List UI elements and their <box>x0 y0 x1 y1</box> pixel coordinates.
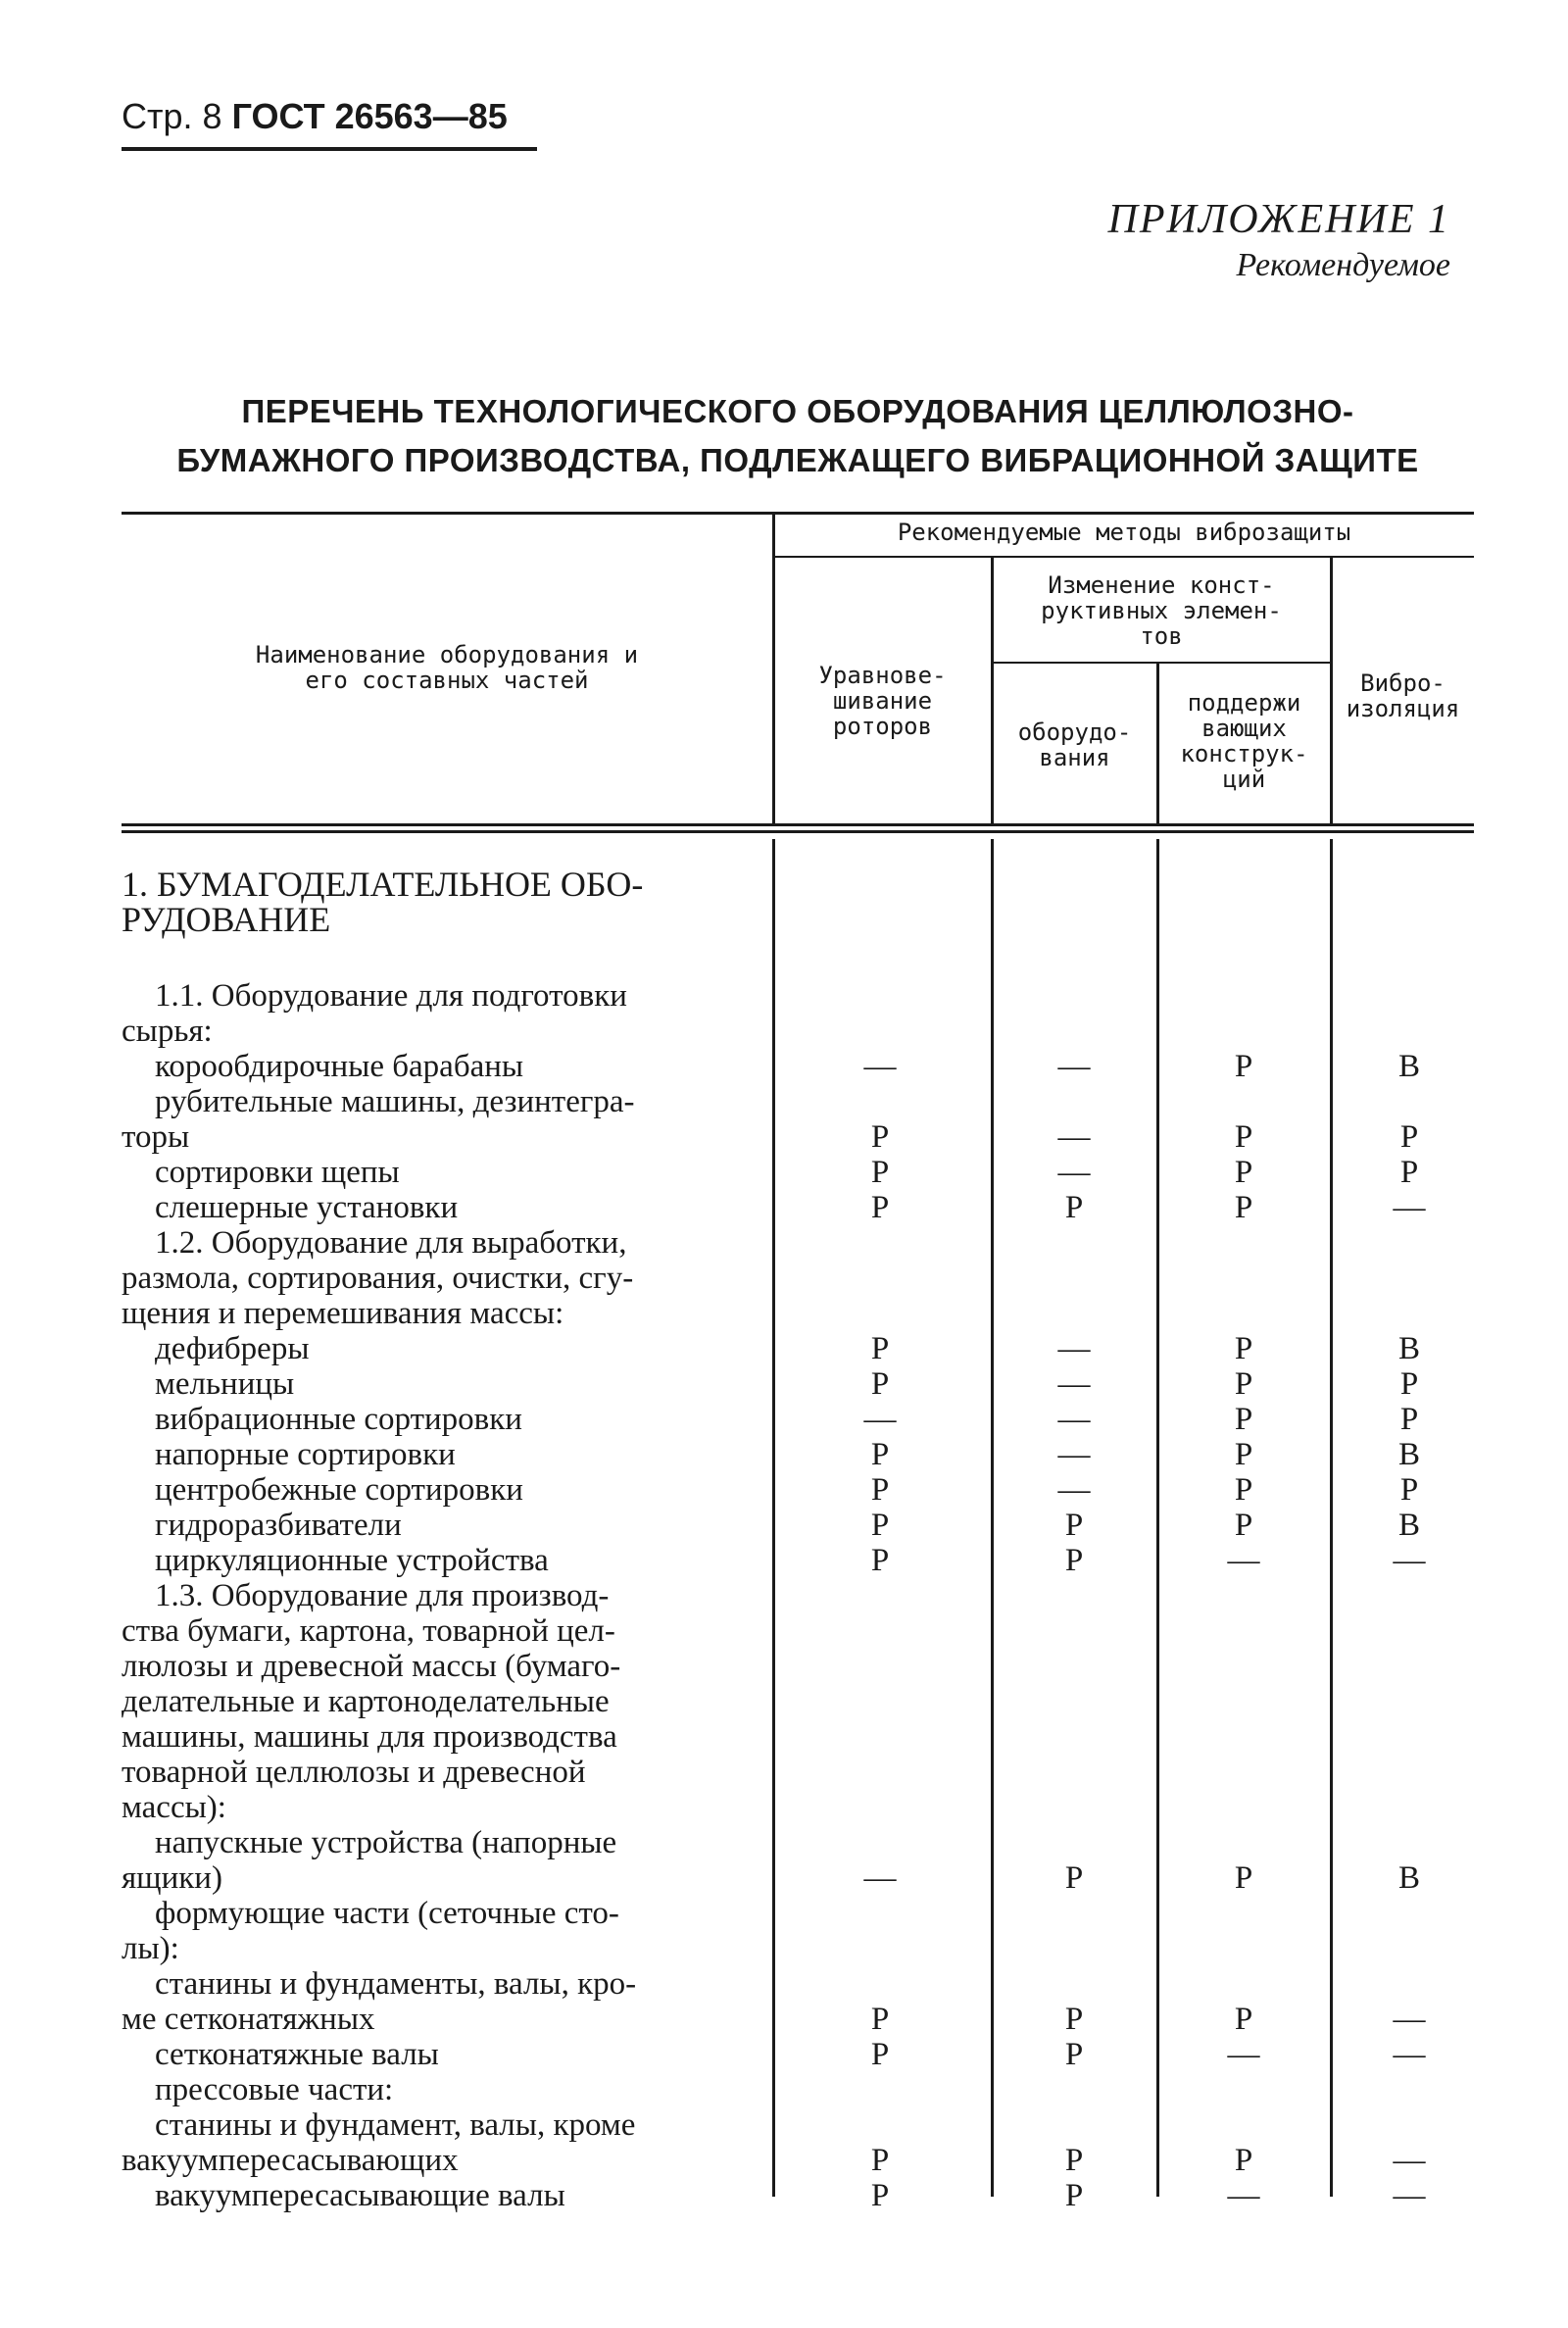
table-row <box>0 1719 1568 1755</box>
header-name: Наименование оборудования и его составных частей <box>255 641 639 694</box>
cell-isolation: — <box>1393 2143 1426 2178</box>
cell-balance: Р <box>870 1472 890 1508</box>
table-row <box>0 1931 1568 1966</box>
row-label: станины и фундамент, валы, кроме <box>155 2107 636 2143</box>
title-line-1: ПЕРЕЧЕНЬ ТЕХНОЛОГИЧЕСКОГО ОБОРУДОВАНИЯ ЦЕЛЛЮЛОЗНО- <box>241 393 1354 429</box>
row-label: щения и перемешивания массы: <box>122 1296 564 1331</box>
cell-isolation: — <box>1393 1190 1426 1225</box>
cell-balance: Р <box>870 1155 890 1190</box>
row-label: товарной целлюлозы и древесной <box>122 1755 586 1790</box>
cell-balance: Р <box>870 2178 890 2213</box>
table-row <box>0 1014 1568 1049</box>
table-top-rule <box>122 512 1474 515</box>
cell-equipment: — <box>1057 1402 1091 1437</box>
table-row <box>0 2037 1568 2072</box>
table-row <box>0 1649 1568 1684</box>
cell-equipment: — <box>1057 1366 1091 1402</box>
cell-isolation: В <box>1397 1331 1420 1366</box>
header-bottom-rule-2 <box>122 830 1474 833</box>
cell-balance: — <box>863 1402 897 1437</box>
cell-balance: Р <box>870 1366 890 1402</box>
row-label: 1.3. Оборудование для производ- <box>155 1578 610 1613</box>
header-supports: поддержи вающих конструк- ций <box>1180 689 1308 793</box>
table-row <box>0 1190 1568 1225</box>
table-row <box>0 943 1568 978</box>
header-equipment: оборудо- вания <box>1017 718 1132 771</box>
table-row <box>0 1119 1568 1155</box>
cell-supports: Р <box>1234 1119 1253 1155</box>
row-label: РУДОВАНИЕ <box>122 900 331 939</box>
row-label: делательные и картоноделательные <box>122 1684 610 1719</box>
appendix-block <box>1108 196 1450 284</box>
row-label: торы <box>122 1119 190 1155</box>
row-label: массы): <box>122 1790 226 1825</box>
header-bottom-rule-1 <box>122 823 1474 826</box>
row-label: сетконатяжные валы <box>155 2037 439 2072</box>
table-row <box>0 2107 1568 2143</box>
row-label: размола, сортирования, очистки, сгу- <box>122 1261 634 1296</box>
cell-supports: Р <box>1234 1472 1253 1508</box>
row-label: ящики) <box>122 1860 222 1896</box>
appendix-status: Рекомендуемое <box>1236 247 1450 283</box>
cell-isolation: — <box>1393 2037 1426 2072</box>
cell-supports: Р <box>1234 2002 1253 2037</box>
cell-equipment: Р <box>1064 2178 1084 2213</box>
row-label: напускные устройства (напорные <box>155 1825 617 1860</box>
cell-isolation: — <box>1393 2178 1426 2213</box>
cell-equipment: — <box>1057 1155 1091 1190</box>
cell-supports: Р <box>1234 1190 1253 1225</box>
cell-supports: Р <box>1234 1366 1253 1402</box>
row-label: ства бумаги, картона, товарной цел- <box>122 1613 615 1649</box>
row-label: вибрационные сортировки <box>155 1402 522 1437</box>
change-underline <box>993 662 1332 664</box>
cell-supports: Р <box>1234 1331 1253 1366</box>
table-row <box>0 1966 1568 2002</box>
cell-equipment: Р <box>1064 1190 1084 1225</box>
row-label: циркуляционные устройства <box>155 1543 549 1578</box>
cell-isolation: Р <box>1399 1119 1419 1155</box>
cell-isolation: Р <box>1399 1472 1419 1508</box>
table-row <box>0 1402 1568 1437</box>
table-row <box>0 1543 1568 1578</box>
cell-isolation: В <box>1397 1508 1420 1543</box>
doc-code: ГОСТ 26563—85 <box>231 96 508 136</box>
cell-isolation: В <box>1397 1049 1420 1084</box>
cell-supports: Р <box>1234 1860 1253 1896</box>
row-label: вакуумпересасывающие валы <box>155 2178 565 2213</box>
cell-balance: — <box>863 1049 897 1084</box>
table-row <box>0 1508 1568 1543</box>
table-row <box>0 1155 1568 1190</box>
cell-supports: Р <box>1234 2143 1253 2178</box>
cell-supports: Р <box>1234 1155 1253 1190</box>
cell-equipment: Р <box>1064 2143 1084 2178</box>
table-row <box>0 1755 1568 1790</box>
cell-equipment: Р <box>1064 1860 1084 1896</box>
cell-isolation: В <box>1397 1860 1420 1896</box>
table-row <box>0 1437 1568 1472</box>
row-label: сортировки щепы <box>155 1155 400 1190</box>
cell-balance: — <box>863 1860 897 1896</box>
title-line-2: БУМАЖНОГО ПРОИЗВОДСТВА, ПОДЛЕЖАЩЕГО ВИБРАЦИОННОЙ ЗАЩИТЕ <box>176 442 1419 478</box>
header-isolation: Вибро- изоляция <box>1346 669 1460 722</box>
table-row <box>0 1825 1568 1860</box>
header-balance: Уравнове- шивание роторов <box>818 662 947 740</box>
appendix-number: ПРИЛОЖЕНИЕ 1 <box>1107 197 1450 242</box>
table-row <box>0 1084 1568 1119</box>
table-row <box>0 2178 1568 2213</box>
table-row <box>0 1366 1568 1402</box>
row-label: сырья: <box>122 1014 213 1049</box>
table-row <box>0 902 1568 937</box>
table-row <box>0 1225 1568 1261</box>
cell-equipment: — <box>1057 1331 1091 1366</box>
table-row <box>0 1261 1568 1296</box>
cell-balance: Р <box>870 2002 890 2037</box>
row-label: дефибреры <box>155 1331 310 1366</box>
cell-balance: Р <box>870 1190 890 1225</box>
row-label: напорные сортировки <box>155 1437 456 1472</box>
cell-equipment: Р <box>1064 1543 1084 1578</box>
page-header <box>122 96 508 137</box>
cell-isolation: В <box>1397 1437 1420 1472</box>
cell-equipment: — <box>1057 1437 1091 1472</box>
table-row <box>0 1049 1568 1084</box>
table-row <box>0 1296 1568 1331</box>
row-label: слешерные установки <box>155 1190 459 1225</box>
header-change: Изменение конст- руктивных элемен- тов <box>1041 571 1282 650</box>
header-group: Рекомендуемые методы виброзащиты <box>897 519 1351 546</box>
table-row <box>0 978 1568 1014</box>
cell-equipment: Р <box>1064 2002 1084 2037</box>
cell-supports: — <box>1227 1543 1260 1578</box>
table-row <box>0 2143 1568 2178</box>
row-label: формующие части (сеточные сто- <box>155 1896 619 1931</box>
cell-isolation: — <box>1393 1543 1426 1578</box>
table-row <box>0 1896 1568 1931</box>
row-label: станины и фундаменты, валы, кро- <box>155 1966 637 2002</box>
table-row <box>0 867 1568 902</box>
table-row <box>0 1472 1568 1508</box>
cell-supports: Р <box>1234 1508 1253 1543</box>
cell-supports: Р <box>1234 1437 1253 1472</box>
row-label: корообдирочные барабаны <box>155 1049 524 1084</box>
row-label: 1. БУМАГОДЕЛАТЕЛЬНОЕ ОБО- <box>122 865 644 904</box>
cell-supports: — <box>1227 2178 1260 2213</box>
cell-supports: — <box>1227 2037 1260 2072</box>
table-row <box>0 1684 1568 1719</box>
row-label: лы): <box>122 1931 179 1966</box>
table-row <box>0 2072 1568 2107</box>
cell-balance: Р <box>870 1543 890 1578</box>
row-label: прессовые части: <box>155 2072 394 2107</box>
group-underline <box>774 556 1474 558</box>
row-label: рубительные машины, дезинтегра- <box>155 1084 635 1119</box>
cell-balance: Р <box>870 2037 890 2072</box>
cell-equipment: — <box>1057 1049 1091 1084</box>
cell-balance: Р <box>870 2143 890 2178</box>
row-label: мельницы <box>155 1366 295 1402</box>
row-label: ме сетконатяжных <box>122 2002 375 2037</box>
cell-balance: Р <box>870 1437 890 1472</box>
cell-supports: Р <box>1234 1402 1253 1437</box>
cell-equipment: Р <box>1064 2037 1084 2072</box>
table-row <box>0 1578 1568 1613</box>
cell-equipment: — <box>1057 1472 1091 1508</box>
table-row <box>0 1860 1568 1896</box>
table-row <box>0 1613 1568 1649</box>
row-label: люлозы и древесной массы (бумаго- <box>122 1649 621 1684</box>
row-label: гидроразбиватели <box>155 1508 402 1543</box>
row-label: вакуумпересасывающих <box>122 2143 459 2178</box>
cell-equipment: — <box>1057 1119 1091 1155</box>
cell-equipment: Р <box>1064 1508 1084 1543</box>
table-row <box>0 1331 1568 1366</box>
cell-balance: Р <box>870 1119 890 1155</box>
cell-isolation: — <box>1393 2002 1426 2037</box>
page-number: Стр. 8 <box>122 96 222 136</box>
row-label: 1.1. Оборудование для подготовки <box>155 978 627 1014</box>
row-label: центробежные сортировки <box>155 1472 523 1508</box>
document-title <box>122 387 1474 485</box>
cell-balance: Р <box>870 1331 890 1366</box>
cell-isolation: Р <box>1399 1155 1419 1190</box>
cell-isolation: Р <box>1399 1366 1419 1402</box>
cell-balance: Р <box>870 1508 890 1543</box>
header-rule <box>122 147 537 151</box>
row-label: 1.2. Оборудование для выработки, <box>155 1225 627 1261</box>
table-row <box>0 2002 1568 2037</box>
table-row <box>0 1790 1568 1825</box>
cell-supports: Р <box>1234 1049 1253 1084</box>
row-label: машины, машины для производства <box>122 1719 617 1755</box>
cell-isolation: Р <box>1399 1402 1419 1437</box>
